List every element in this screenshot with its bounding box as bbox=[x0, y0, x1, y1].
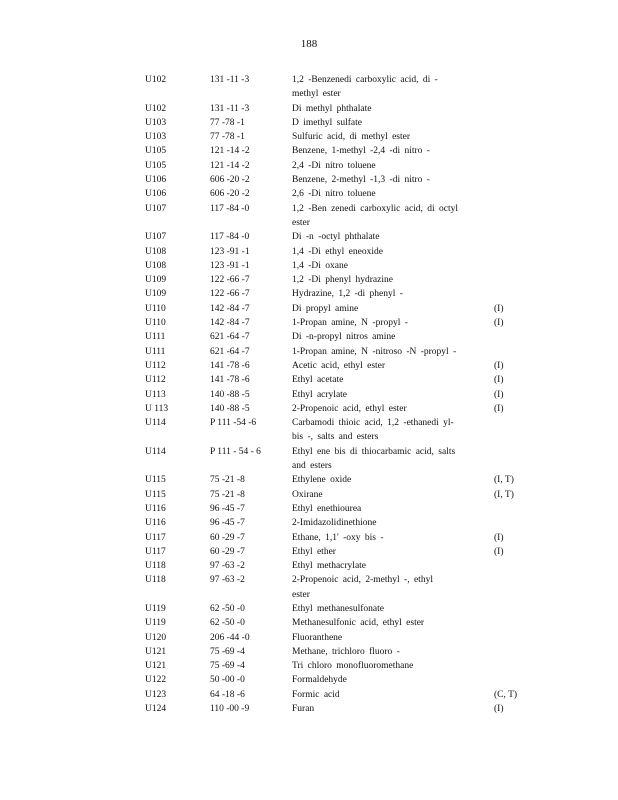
cas-number: 117 -84 -0 bbox=[210, 232, 250, 243]
table-row bbox=[145, 287, 525, 301]
cas-number: 117 -84 -0 bbox=[210, 203, 250, 214]
cas-number: 110 -00 -9 bbox=[210, 704, 250, 715]
waste-code: U108 bbox=[145, 260, 167, 271]
table-row bbox=[145, 631, 525, 645]
substance-name: 1,4 -Di ethyl eneoxide bbox=[292, 246, 383, 257]
table-row bbox=[145, 202, 525, 231]
substance-name: Ethyl enethiourea bbox=[292, 503, 362, 514]
waste-code: U118 bbox=[145, 575, 166, 586]
table-row bbox=[145, 187, 525, 201]
table-row bbox=[145, 473, 525, 487]
table-row bbox=[145, 102, 525, 116]
cas-number: 77 -78 -1 bbox=[210, 132, 245, 143]
cas-number: 75 -69 -4 bbox=[210, 661, 245, 672]
cas-number: P 111 - 54 - 6 bbox=[210, 446, 261, 457]
waste-code: U107 bbox=[145, 232, 167, 243]
substance-name: Methane, trichloro fluoro - bbox=[292, 646, 400, 657]
table-row bbox=[145, 616, 525, 630]
table-row bbox=[145, 73, 525, 102]
cas-number: 142 -84 -7 bbox=[210, 318, 250, 329]
cas-number: 122 -66 -7 bbox=[210, 275, 250, 286]
cas-number: 60 -29 -7 bbox=[210, 546, 245, 557]
substance-name: D imethyl sulfate bbox=[292, 117, 362, 128]
cas-number: 140 -88 -5 bbox=[210, 389, 250, 400]
table-row bbox=[145, 330, 525, 344]
substance-name: 2,6 -Di nitro toluene bbox=[292, 189, 376, 200]
table-row bbox=[145, 130, 525, 144]
cas-number: 121 -14 -2 bbox=[210, 160, 250, 171]
table-row bbox=[145, 502, 525, 516]
cas-number: 75 -69 -4 bbox=[210, 646, 245, 657]
substance-name: 1,2 -Di phenyl hydrazine bbox=[292, 275, 393, 286]
substance-name: Methanesulfonic acid, ethyl ester bbox=[292, 618, 425, 629]
cas-number: 96 -45 -7 bbox=[210, 503, 245, 514]
cas-number: 606 -20 -2 bbox=[210, 175, 250, 186]
substance-name: 2-Propenoic acid, ethyl ester bbox=[292, 403, 407, 414]
cas-number: 122 -66 -7 bbox=[210, 289, 250, 300]
waste-code: U107 bbox=[145, 203, 167, 214]
waste-code: U103 bbox=[145, 132, 167, 143]
cas-number: 96 -45 -7 bbox=[210, 518, 245, 529]
substance-name: Di -n -octyl phthalate bbox=[292, 232, 380, 243]
waste-code: U110 bbox=[145, 318, 166, 329]
substance-name: Tri chloro monofluoromethane bbox=[292, 661, 414, 672]
waste-code: U118 bbox=[145, 561, 166, 572]
cas-number: 62 -50 -0 bbox=[210, 603, 245, 614]
substance-name: 2-Imidazolidinethione bbox=[292, 518, 377, 529]
cas-number: 142 -84 -7 bbox=[210, 303, 250, 314]
waste-code: U103 bbox=[145, 117, 167, 128]
waste-code: U124 bbox=[145, 704, 167, 715]
table-row bbox=[145, 602, 525, 616]
waste-code: U110 bbox=[145, 303, 166, 314]
waste-code: U102 bbox=[145, 75, 167, 85]
substance-name: Fluoranthene bbox=[292, 632, 343, 643]
waste-code: U115 bbox=[145, 489, 166, 500]
substance-name: Sulfuric acid, di methyl ester bbox=[292, 132, 411, 143]
cas-number: P 111 -54 -6 bbox=[210, 418, 257, 429]
table-row bbox=[145, 573, 525, 602]
cas-number: 75 -21 -8 bbox=[210, 475, 245, 486]
cas-number: 77 -78 -1 bbox=[210, 117, 245, 128]
substance-name: Di -n-propyl nitros amine bbox=[292, 332, 396, 343]
cas-number: 97 -63 -2 bbox=[210, 561, 245, 572]
waste-code: U117 bbox=[145, 546, 166, 557]
substance-name: Ethyl ether bbox=[292, 546, 336, 557]
table-row bbox=[145, 402, 525, 416]
substance-name: Benzene, 1-methyl -2,4 -di nitro - bbox=[292, 146, 430, 157]
hazard-code: (I) bbox=[494, 704, 504, 715]
waste-code: U122 bbox=[145, 675, 167, 686]
cas-number: 606 -20 -2 bbox=[210, 189, 250, 200]
table-row bbox=[145, 516, 525, 530]
cas-number: 141 -78 -6 bbox=[210, 375, 250, 386]
waste-code: U106 bbox=[145, 175, 167, 186]
substance-name: Ethyl methacrylate bbox=[292, 561, 367, 572]
substance-name: Benzene, 2-methyl -1,3 -di nitro - bbox=[292, 175, 430, 186]
hazard-code: (I, T) bbox=[494, 475, 514, 486]
hazard-code: (C, T) bbox=[494, 689, 518, 700]
substance-name: 2-Propenoic acid, 2-methyl -, ethyl ester bbox=[292, 575, 433, 600]
cas-number: 621 -64 -7 bbox=[210, 346, 250, 357]
substance-name: Ethyl acrylate bbox=[292, 389, 348, 400]
cas-number: 140 -88 -5 bbox=[210, 403, 250, 414]
waste-code: U109 bbox=[145, 275, 167, 286]
substance-name: Ethyl methanesulfonate bbox=[292, 603, 384, 614]
cas-number: 50 -00 -0 bbox=[210, 675, 245, 686]
waste-code: U105 bbox=[145, 146, 167, 157]
cas-number: 131 -11 -3 bbox=[210, 103, 250, 114]
table-row bbox=[145, 445, 525, 474]
substance-name: 1,2 -Ben zenedi carboxylic acid, di octyl ester bbox=[292, 203, 459, 228]
table-row bbox=[145, 345, 525, 359]
substance-name: Furan bbox=[292, 704, 315, 715]
waste-code: U119 bbox=[145, 618, 166, 629]
cas-number: 60 -29 -7 bbox=[210, 532, 245, 543]
substance-name: Ethyl acetate bbox=[292, 375, 344, 386]
table-row bbox=[145, 688, 525, 702]
substance-name: Carbamodi thioic acid, 1,2 -ethanedi yl- bis -, salts and esters bbox=[292, 418, 454, 443]
cas-number: 97 -63 -2 bbox=[210, 575, 245, 586]
waste-code: U114 bbox=[145, 446, 166, 457]
hazard-code: (I) bbox=[494, 546, 504, 557]
waste-code: U109 bbox=[145, 289, 167, 300]
substance-name: Formaldehyde bbox=[292, 675, 347, 686]
cas-number: 62 -50 -0 bbox=[210, 618, 245, 629]
cas-number: 131 -11 -3 bbox=[210, 75, 250, 85]
waste-code: U116 bbox=[145, 503, 166, 514]
hazard-code: (I, T) bbox=[494, 489, 514, 500]
substance-name: 1,4 -Di oxane bbox=[292, 260, 348, 271]
cas-number: 123 -91 -1 bbox=[210, 260, 250, 271]
waste-code: U123 bbox=[145, 689, 167, 700]
table-row bbox=[145, 531, 525, 545]
table-row bbox=[145, 173, 525, 187]
cas-number: 64 -18 -6 bbox=[210, 689, 245, 700]
table-row bbox=[145, 245, 525, 259]
waste-code: U113 bbox=[145, 389, 166, 400]
substance-name: 1-Propan amine, N -nitroso -N -propyl - bbox=[292, 346, 457, 357]
table-row bbox=[145, 659, 525, 673]
substance-name: Formic acid bbox=[292, 689, 340, 700]
substance-name: 2,4 -Di nitro toluene bbox=[292, 160, 376, 171]
waste-code: U121 bbox=[145, 661, 167, 672]
hazard-code: (I) bbox=[494, 375, 504, 386]
table-row bbox=[145, 545, 525, 559]
waste-code: U121 bbox=[145, 646, 167, 657]
substance-name: Ethane, 1,1' -oxy bis - bbox=[292, 532, 384, 543]
cas-number: 121 -14 -2 bbox=[210, 146, 250, 157]
table-row bbox=[145, 559, 525, 573]
substance-name: Hydrazine, 1,2 -di phenyl - bbox=[292, 289, 403, 300]
page-number: 188 bbox=[300, 38, 318, 50]
waste-code: U116 bbox=[145, 518, 166, 529]
table-row bbox=[145, 702, 525, 716]
hazard-code: (I) bbox=[494, 389, 504, 400]
waste-code: U120 bbox=[145, 632, 167, 643]
hazardous-waste-table bbox=[145, 73, 525, 716]
hazard-code: (I) bbox=[494, 318, 504, 329]
substance-name: Ethylene oxide bbox=[292, 475, 352, 486]
cas-number: 206 -44 -0 bbox=[210, 632, 250, 643]
hazard-code: (I) bbox=[494, 360, 504, 371]
table-row bbox=[145, 416, 525, 445]
substance-name: Di methyl phthalate bbox=[292, 103, 372, 114]
table-row bbox=[145, 273, 525, 287]
table-row bbox=[145, 673, 525, 687]
waste-code: U108 bbox=[145, 246, 167, 257]
waste-code: U106 bbox=[145, 189, 167, 200]
waste-code: U112 bbox=[145, 375, 166, 386]
table-row bbox=[145, 259, 525, 273]
waste-code: U105 bbox=[145, 160, 167, 171]
cas-number: 141 -78 -6 bbox=[210, 360, 250, 371]
table-row bbox=[145, 116, 525, 130]
substance-name: Di propyl amine bbox=[292, 303, 359, 314]
substance-name: Ethyl ene bis di thiocarbamic acid, salts and esters bbox=[292, 446, 456, 472]
waste-code: U114 bbox=[145, 418, 166, 429]
table-row bbox=[145, 373, 525, 387]
waste-code: U112 bbox=[145, 360, 166, 371]
table-row bbox=[145, 230, 525, 244]
table-row bbox=[145, 159, 525, 173]
substance-name: Acetic acid, ethyl ester bbox=[292, 360, 386, 371]
hazard-code: (I) bbox=[494, 303, 504, 314]
table-row bbox=[145, 302, 525, 316]
hazard-code: (I) bbox=[494, 532, 504, 543]
waste-code: U111 bbox=[145, 332, 166, 343]
waste-code: U119 bbox=[145, 603, 166, 614]
waste-code: U117 bbox=[145, 532, 166, 543]
waste-code: U 113 bbox=[145, 403, 169, 414]
table-row bbox=[145, 488, 525, 502]
cas-number: 123 -91 -1 bbox=[210, 246, 250, 257]
substance-name: Oxirane bbox=[292, 489, 323, 500]
table-row bbox=[145, 316, 525, 330]
table-row bbox=[145, 388, 525, 402]
cas-number: 75 -21 -8 bbox=[210, 489, 245, 500]
waste-code: U115 bbox=[145, 475, 166, 486]
waste-code: U102 bbox=[145, 103, 167, 114]
substance-name: 1,2 -Benzenedi carboxylic acid, di - methyl ester bbox=[292, 75, 438, 100]
table-row bbox=[145, 144, 525, 158]
cas-number: 621 -64 -7 bbox=[210, 332, 250, 343]
substance-name: 1-Propan amine, N -propyl - bbox=[292, 318, 408, 329]
hazard-code: (I) bbox=[494, 403, 504, 414]
table-row bbox=[145, 645, 525, 659]
waste-code: U111 bbox=[145, 346, 166, 357]
table-row bbox=[145, 359, 525, 373]
